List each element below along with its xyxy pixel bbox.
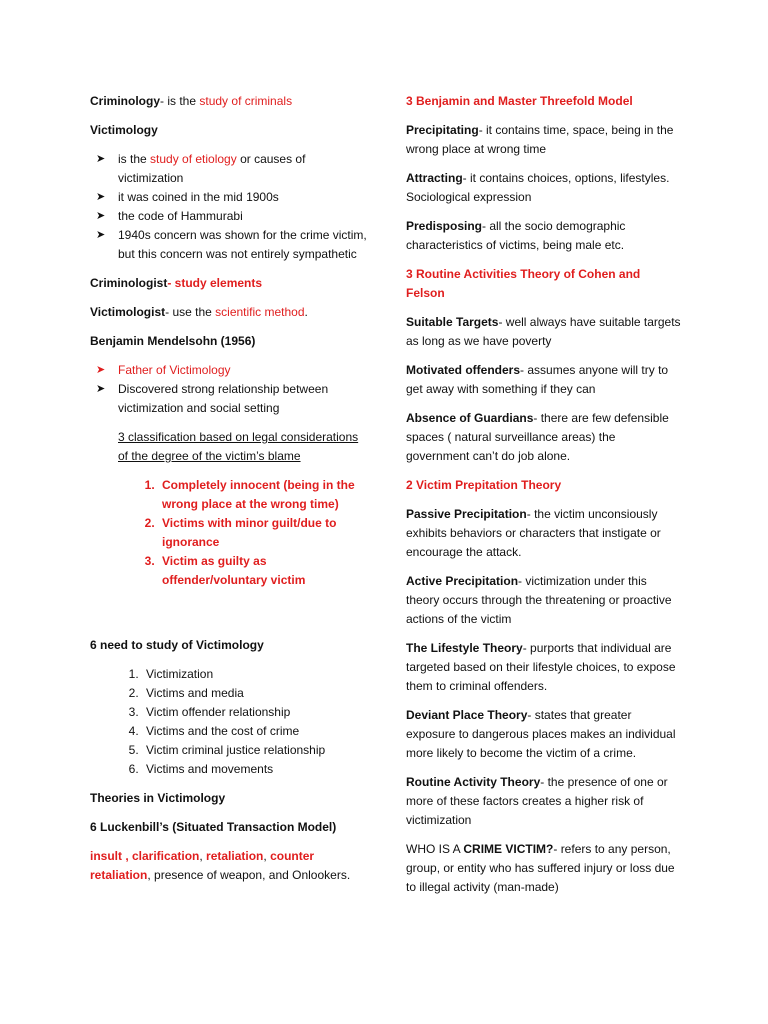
- list-item: ➤ is the study of etiology or causes of victimization: [96, 152, 306, 185]
- need-list: [90, 665, 370, 779]
- list-item: ➤ Father of Victimology: [118, 361, 370, 380]
- list-item: 3. Victim as guilty as offender/voluntary victim: [158, 552, 370, 590]
- classification-heading: 3 classification based on legal considerations of the degree of the victim’s blame: [118, 430, 359, 463]
- list-item: 2. Victims with minor guilt/due to ignorance: [158, 514, 370, 552]
- arrowhead-bullet-icon: ➤: [96, 191, 106, 203]
- precipitation-heading: 2 Victim Prepitation Theory: [406, 478, 562, 492]
- arrowhead-bullet-icon: ➤: [96, 364, 106, 376]
- mendelsohn-list: [90, 361, 370, 418]
- criminology-definition: Criminology- is the study of criminals: [90, 94, 293, 108]
- victimology-list: [90, 150, 370, 264]
- list-item: ➤ 1940s concern was shown for the crime victim, but this concern was not entirely sympathetic: [96, 228, 367, 261]
- list-item: 5. Victim criminal justice relationship: [142, 741, 370, 760]
- list-item: ➤ the code of Hammurabi: [118, 207, 370, 226]
- absence-of-guardians-definition: Absence of Guardians- there are few defensible spaces ( natural surveillance areas) the government can’t do job alone.: [406, 411, 669, 463]
- crime-victim-definition: WHO IS A CRIME VICTIM?- refers to any person, group, or entity who has suffered injury or loss due to illegal activity (man-made): [406, 842, 675, 894]
- attracting-definition: Attracting- it contains choices, options, lifestyles. Sociological expression: [406, 171, 670, 204]
- arrowhead-bullet-icon: ➤: [96, 153, 106, 165]
- arrowhead-bullet-icon: ➤: [96, 210, 106, 222]
- suitable-targets-definition: Suitable Targets- well always have suitable targets as long as we have poverty: [406, 315, 681, 348]
- classification-list: [90, 476, 370, 590]
- mendelsohn-heading: Benjamin Mendelsohn (1956): [90, 334, 256, 348]
- list-item: 4. Victims and the cost of crime: [142, 722, 370, 741]
- routine-heading: 3 Routine Activities Theory of Cohen and Felson: [406, 267, 641, 300]
- benjamin-heading: 3 Benjamin and Master Threefold Model: [406, 94, 633, 108]
- criminologist-definition: Criminologist- study elements: [90, 276, 263, 290]
- deviant-place-definition: Deviant Place Theory- states that greater exposure to dangerous places makes an individual more likely to become the victim of a crime.: [406, 708, 676, 760]
- predisposing-definition: Predisposing- all the socio demographic characteristics of victims, being male etc.: [406, 219, 626, 252]
- list-item: 1. Victimization: [142, 665, 370, 684]
- right-column: [406, 92, 682, 907]
- list-item: 6. Victims and movements: [142, 760, 370, 779]
- list-item: 1. Completely innocent (being in the wrong place at the wrong time): [158, 476, 370, 514]
- victimology-heading: Victimology: [90, 123, 158, 137]
- passive-precipitation-definition: Passive Precipitation- the victim unconsiously exhibits behaviors or characters that instigate or encourage the attack.: [406, 507, 661, 559]
- routine-activity-definition: Routine Activity Theory- the presence of one or more of these factors creates a higher risk of victimization: [406, 775, 668, 827]
- list-item: ➤ it was coined in the mid 1900s: [118, 188, 370, 207]
- motivated-offenders-definition: Motivated offenders- assumes anyone will try to get away with something if they can: [406, 363, 669, 396]
- luckenbill-heading: 6 Luckenbill’s (Situated Transaction Model): [90, 820, 337, 834]
- spacer: [90, 600, 370, 636]
- active-precipitation-definition: Active Precipitation- victimization under this theory occurs through the threatening or proactive actions of the victim: [406, 574, 672, 626]
- theories-heading: Theories in Victimology: [90, 791, 226, 805]
- precipitating-definition: Precipitating- it contains time, space, being in the wrong place at wrong time: [406, 123, 674, 156]
- arrowhead-bullet-icon: ➤: [96, 229, 106, 241]
- list-item: ➤ Discovered strong relationship between victimization and social setting: [96, 382, 329, 415]
- list-item: 2. Victims and media: [142, 684, 370, 703]
- lifestyle-theory-definition: The Lifestyle Theory- purports that individual are targeted based on their lifestyle choices, to expose them to criminal offenders.: [406, 641, 676, 693]
- victimologist-definition: Victimologist- use the scientific method.: [90, 305, 308, 319]
- arrowhead-bullet-icon: ➤: [96, 383, 106, 395]
- list-item: 3. Victim offender relationship: [142, 703, 370, 722]
- need-heading: 6 need to study of Victimology: [90, 638, 264, 652]
- left-column: [90, 92, 370, 895]
- luckenbill-definition: insult , clarification, retaliation, counter retaliation, presence of weapon, and Onlookers.: [90, 849, 351, 882]
